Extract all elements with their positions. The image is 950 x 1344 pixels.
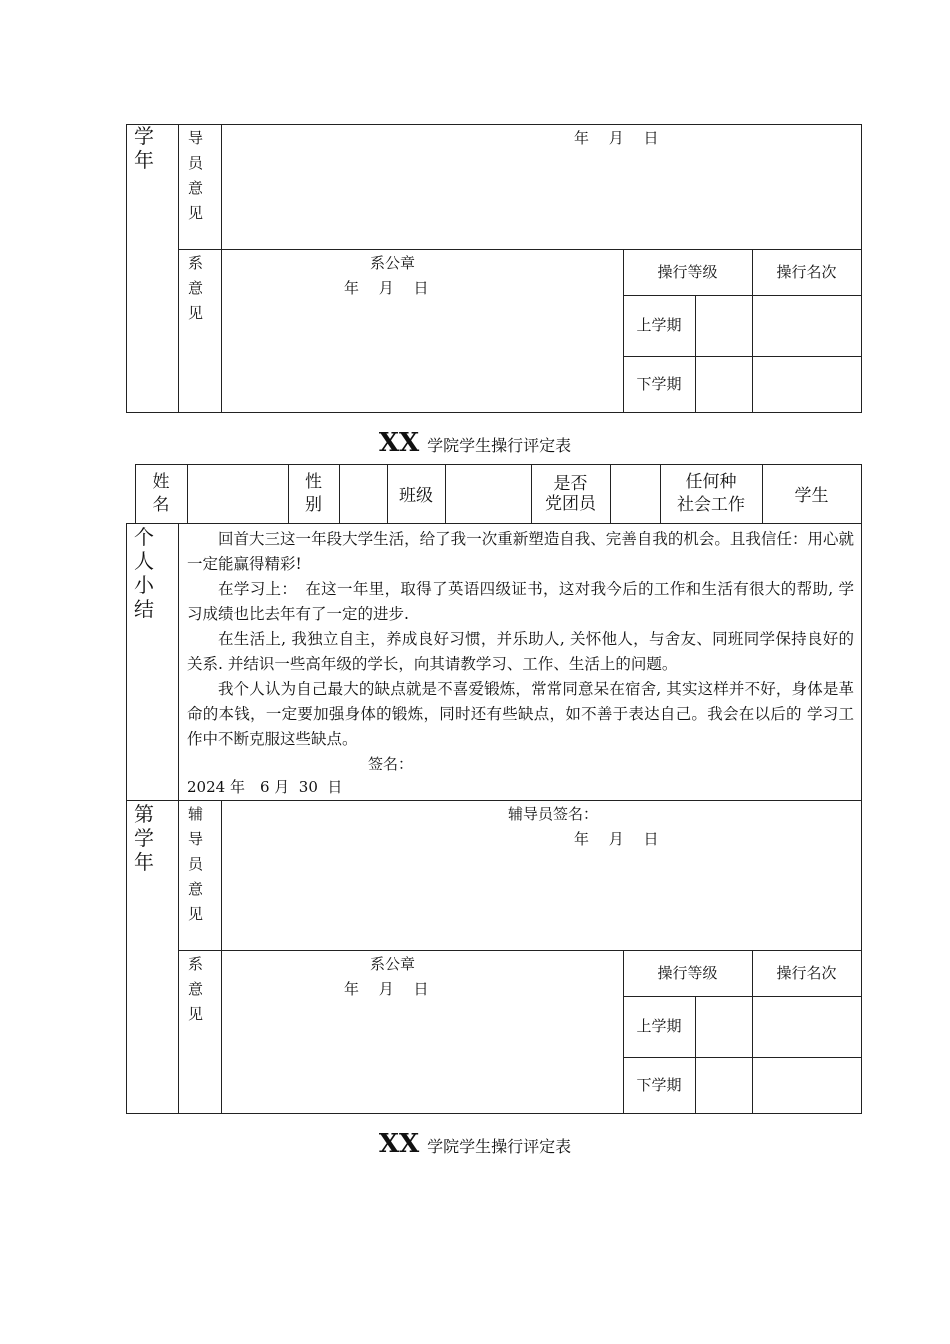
first-term-label: 上学期: [636, 1017, 682, 1035]
summary-paragraph: 在生活上, 我独立自主，养成良好习惯，并乐助人, 关怀他人，与舍友、同班同学保持良好的关系. 并结识一些高年级的学长，向其请教学习、工作、生活上的问题。: [187, 630, 854, 673]
form-title-bottom: XX 学院学生操行评定表: [378, 1129, 572, 1159]
conduct-rank-header: 操行名次: [776, 963, 837, 982]
signature-label: 签名：: [368, 755, 414, 773]
dept-opinion-label: 系 意 见: [188, 955, 204, 1023]
academic-year-side-label: 第 学 年: [134, 802, 154, 874]
conduct-rank-header: 操行名次: [776, 262, 837, 281]
dept-seal-label: 系公章: [370, 254, 416, 272]
first-term-label: 上学期: [636, 316, 682, 334]
conduct-grade-header: 操行等级: [657, 963, 718, 982]
social-work-label: 任何种 社会工作: [677, 471, 745, 515]
dept-date: 年 月 日: [344, 980, 429, 998]
gender-value[interactable]: [339, 464, 387, 523]
counselor-opinion-label: 辅 导 员 意 见: [188, 805, 204, 923]
gender-label: 性 别: [305, 471, 322, 515]
student-label: 学生: [794, 486, 829, 506]
class-value[interactable]: [445, 464, 531, 523]
second-term-label: 下学期: [636, 1075, 682, 1094]
advisor-opinion-label: 导 员 意 见: [188, 129, 204, 222]
advisor-date: 年 月 日: [574, 129, 659, 147]
personal-summary-side-label: 个 人 小 结: [134, 525, 154, 621]
name-label: 姓 名: [152, 471, 170, 515]
conduct-grade-header: 操行等级: [657, 262, 718, 281]
counselor-signature-label: 辅导员签名：: [508, 805, 599, 823]
second-term-label: 下学期: [636, 374, 682, 393]
personal-summary-text: [187, 527, 854, 752]
name-value[interactable]: [187, 464, 288, 523]
party-member-label: 是否 党团员: [545, 473, 596, 514]
form-title: XX 学院学生操行评定表: [378, 428, 572, 458]
party-member-value[interactable]: [610, 464, 660, 523]
summary-paragraph: 在学习上： 在这一年里，取得了英语四级证书，这对我今后的工作和生活有很大的帮助, 学习成绩也比去年有了一定的进步.: [187, 580, 854, 623]
dept-seal-label: 系公章: [370, 955, 416, 973]
year-side-label: 学 年: [134, 124, 154, 172]
class-label: 班级: [399, 486, 433, 506]
summary-paragraph: 我个人认为自己最大的缺点就是不喜爱锻炼，常常同意呆在宿舍, 其实这样并不好，身体是革命的本钱，一定要加强身体的锻炼，同时还有些缺点，如不善于表达自己。我会在以后的 学习工作中不断克服这些缺点。: [187, 680, 854, 748]
dept-opinion-label: 系 意 见: [188, 254, 204, 322]
dept-date: 年 月 日: [344, 279, 429, 297]
summary-date: 2024 年 6 月 30 日: [187, 778, 343, 796]
counselor-date: 年 月 日: [574, 830, 659, 848]
summary-paragraph: 回首大三这一年段大学生活，给了我一次重新塑造自我、完善自我的机会。且我信任：用心就一定能赢得精彩!: [187, 530, 854, 573]
